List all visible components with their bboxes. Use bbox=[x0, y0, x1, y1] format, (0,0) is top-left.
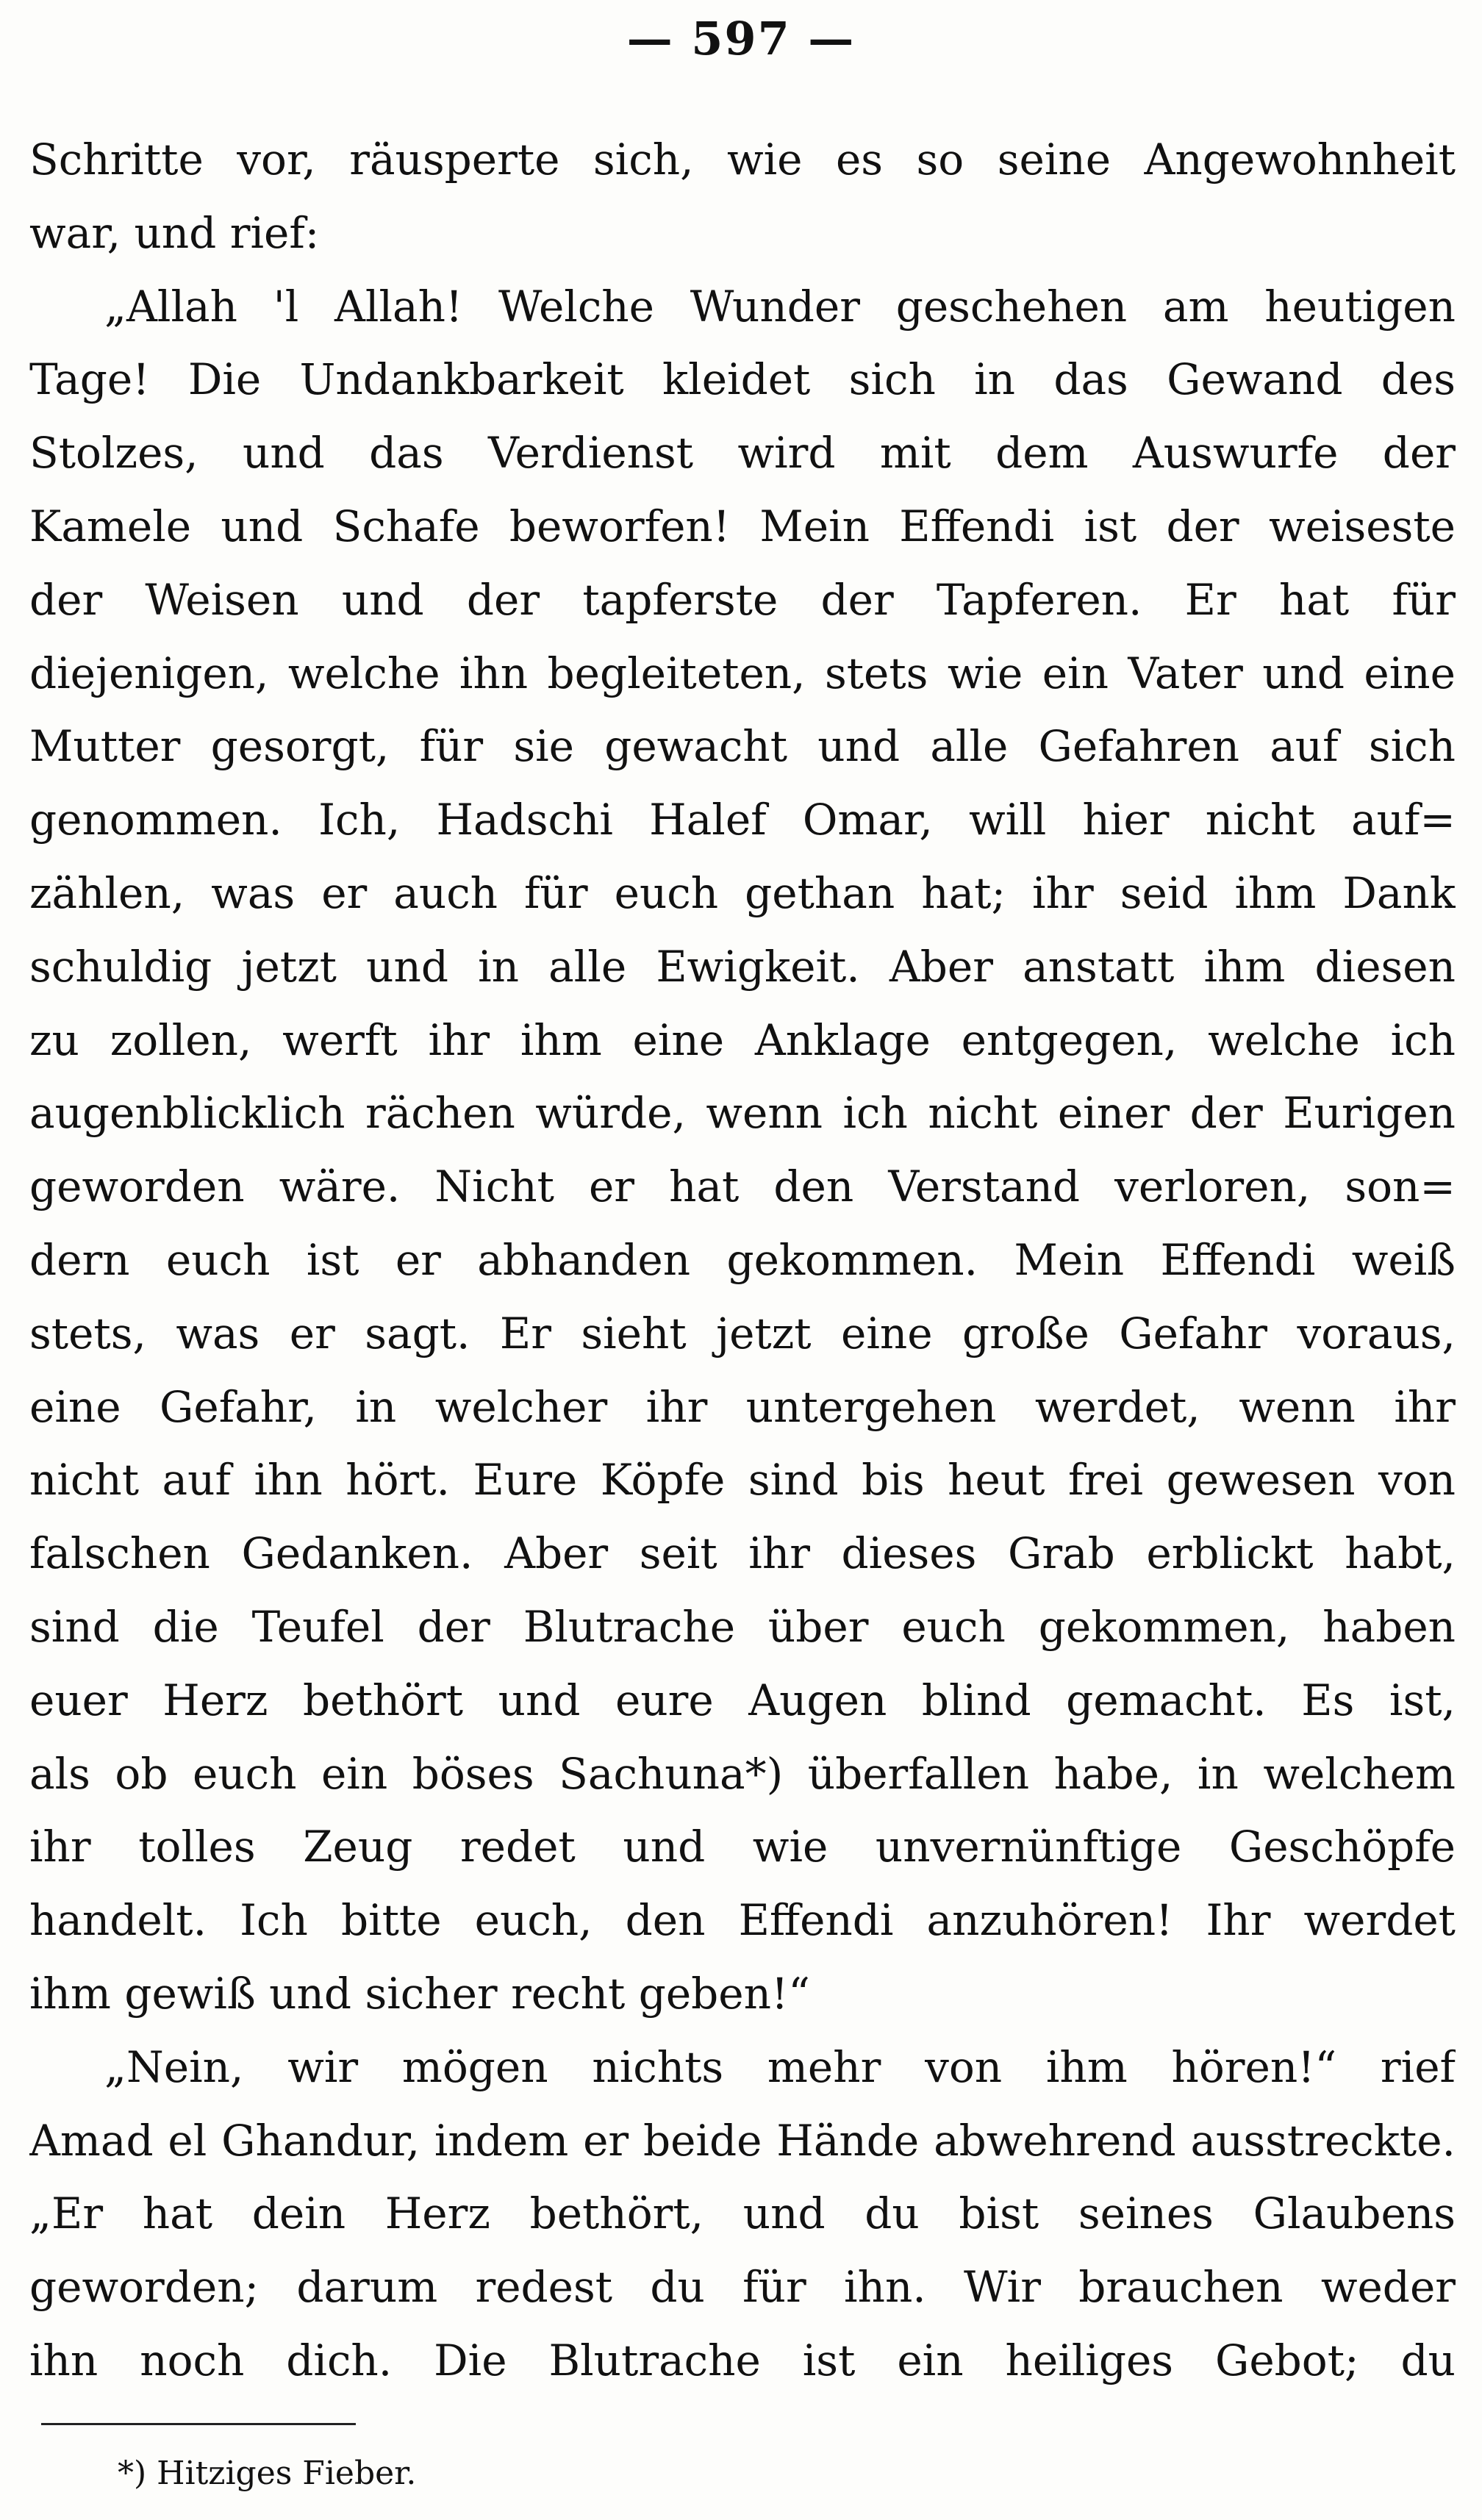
text-line: ihm gewiß und sicher recht geben!“ bbox=[29, 1968, 810, 2019]
text-line: „Nein, wir mögen nichts mehr von ihm hören!“ rief bbox=[104, 2041, 1456, 2092]
text-line: falschen Gedanken. Aber seit ihr dieses Grab erblickt habt, bbox=[29, 1528, 1456, 1579]
text-line: Schritte vor, räusperte sich, wie es so seine Angewohnheit bbox=[29, 135, 1456, 185]
text-line: Tage! Die Undankbarkeit kleidet sich in das Gewand des bbox=[29, 354, 1456, 405]
text-line: „Er hat dein Herz bethört, und du bist seines Glaubens bbox=[29, 2188, 1456, 2239]
text-line: Mutter gesorgt, für sie gewacht und alle Gefahren auf sich bbox=[29, 721, 1456, 772]
text-line: zu zollen, werft ihr ihm eine Anklage entgegen, welche ich bbox=[29, 1014, 1456, 1065]
text-line: ihn noch dich. Die Blutrache ist ein heiliges Gebot; du bbox=[29, 2335, 1456, 2385]
text-line: diejenigen, welche ihn begleiteten, stets wie ein Vater und eine bbox=[29, 648, 1456, 698]
text-line: augenblicklich rächen würde, wenn ich nicht einer der Eurigen bbox=[29, 1088, 1456, 1139]
footnote-rule bbox=[41, 2423, 356, 2425]
text-line: dern euch ist er abhanden gekommen. Mein Effendi weiß bbox=[29, 1234, 1456, 1285]
footnote: *) Hitziges Fieber. bbox=[118, 2455, 417, 2492]
text-line: handelt. Ich bitte euch, den Effendi anzuhören! Ihr werdet bbox=[29, 1895, 1456, 1946]
text-line: zählen, was er auch für euch gethan hat; ihr seid ihm Dank bbox=[29, 867, 1456, 918]
text-line: der Weisen und der tapferste der Tapferen. Er hat für bbox=[29, 574, 1456, 625]
text-line: geworden wäre. Nicht er hat den Verstand verloren, son= bbox=[29, 1161, 1456, 1212]
text-line: Amad el Ghandur, indem er beide Hände abwehrend ausstreckte. bbox=[29, 2115, 1456, 2166]
text-line: war, und rief: bbox=[29, 207, 320, 258]
text-line: stets, was er sagt. Er sieht jetzt eine große Gefahr voraus, bbox=[29, 1308, 1456, 1359]
text-line: Stolzes, und das Verdienst wird mit dem Auswurfe der bbox=[29, 428, 1456, 479]
page-number: — 597 — bbox=[626, 12, 856, 65]
text-line: schuldig jetzt und in alle Ewigkeit. Aber anstatt ihm diesen bbox=[29, 941, 1456, 992]
text-line: „Allah 'l Allah! Welche Wunder geschehen am heutigen bbox=[104, 281, 1456, 332]
text-line: eine Gefahr, in welcher ihr untergehen werdet, wenn ihr bbox=[29, 1381, 1456, 1432]
text-line: euer Herz bethört und eure Augen blind gemacht. Es ist, bbox=[29, 1675, 1456, 1725]
text-line: als ob euch ein böses Sachuna*) überfallen habe, in welchem bbox=[29, 1748, 1456, 1799]
text-line: sind die Teufel der Blutrache über euch gekommen, haben bbox=[29, 1601, 1456, 1652]
body-text bbox=[29, 124, 1456, 2398]
text-line: Kamele und Schafe beworfen! Mein Effendi ist der weiseste bbox=[29, 501, 1456, 551]
text-line: nicht auf ihn hört. Eure Köpfe sind bis heut frei gewesen von bbox=[29, 1455, 1456, 1506]
text-line: ihr tolles Zeug redet und wie unvernünftige Geschöpfe bbox=[29, 1822, 1456, 1872]
text-line: genommen. Ich, Hadschi Halef Omar, will hier nicht auf= bbox=[29, 795, 1456, 845]
text-line: geworden; darum redest du für ihn. Wir brauchen weder bbox=[29, 2262, 1456, 2313]
